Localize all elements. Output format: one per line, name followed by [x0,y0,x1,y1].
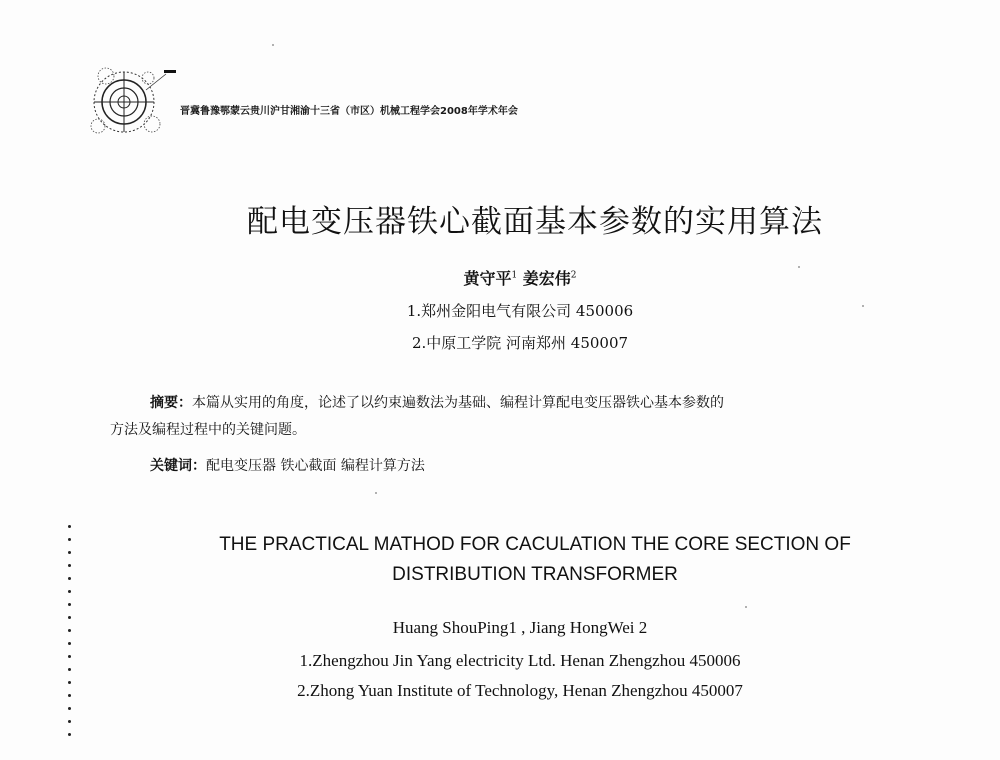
keywords-text: 配电变压器 铁心截面 编程计算方法 [206,458,425,474]
paper-title-cn: 配电变压器铁心截面基本参数的实用算法 [247,204,823,240]
authors-cn [0,266,1000,289]
abstract [110,390,910,444]
authors-en: Huang ShouPing1 , Jiang HongWei 2 [392,618,648,637]
author1-name: 黄守平 [463,269,512,288]
scan-speck [798,266,800,268]
abstract-label: 摘要： [150,395,192,411]
scan-speck [745,606,747,608]
scan-speck [375,492,377,494]
affiliation-cn-1: 1.郑州金阳电气有限公司 450006 [406,302,634,320]
keywords [150,455,425,475]
conference-header: 晋冀鲁豫鄂蒙云贵川沪甘湘渝十三省（市区）机械工程学会2008年学术年会 [180,106,518,117]
society-gear-logo-icon [82,62,182,144]
abstract-line-1 [110,390,910,417]
keywords-label: 关键词： [150,458,206,474]
author2-sup: 2 [570,270,577,281]
abstract-text-1: 本篇从实用的角度，论述了以约束遍数法为基础、编程计算配电变压器铁心基本参数的 [192,395,724,411]
paper-title-en [0,530,1000,590]
affiliation-en-1: 1.Zhengzhou Jin Yang electricity Ltd. Henan Zhengzhou 450006 [299,651,741,670]
author2-name: 姜宏伟 [522,269,571,288]
affiliation-en-2: 2.Zhong Yuan Institute of Technology, Henan Zhengzhou 450007 [297,681,743,700]
abstract-line-2: 方法及编程过程中的关键问题。 [110,422,306,438]
title-en-line-1: THE PRACTICAL MATHOD FOR CACULATION THE CORE SECTION OF [219,534,851,555]
affiliation-cn-2: 2.中原工学院 河南郑州 450007 [411,334,629,352]
title-en-line-2: DISTRIBUTION TRANSFORMER [392,564,678,585]
binding-dots [68,525,74,755]
scan-speck [862,305,864,307]
author1-sup: 1 [511,270,518,281]
scan-speck [272,44,274,46]
